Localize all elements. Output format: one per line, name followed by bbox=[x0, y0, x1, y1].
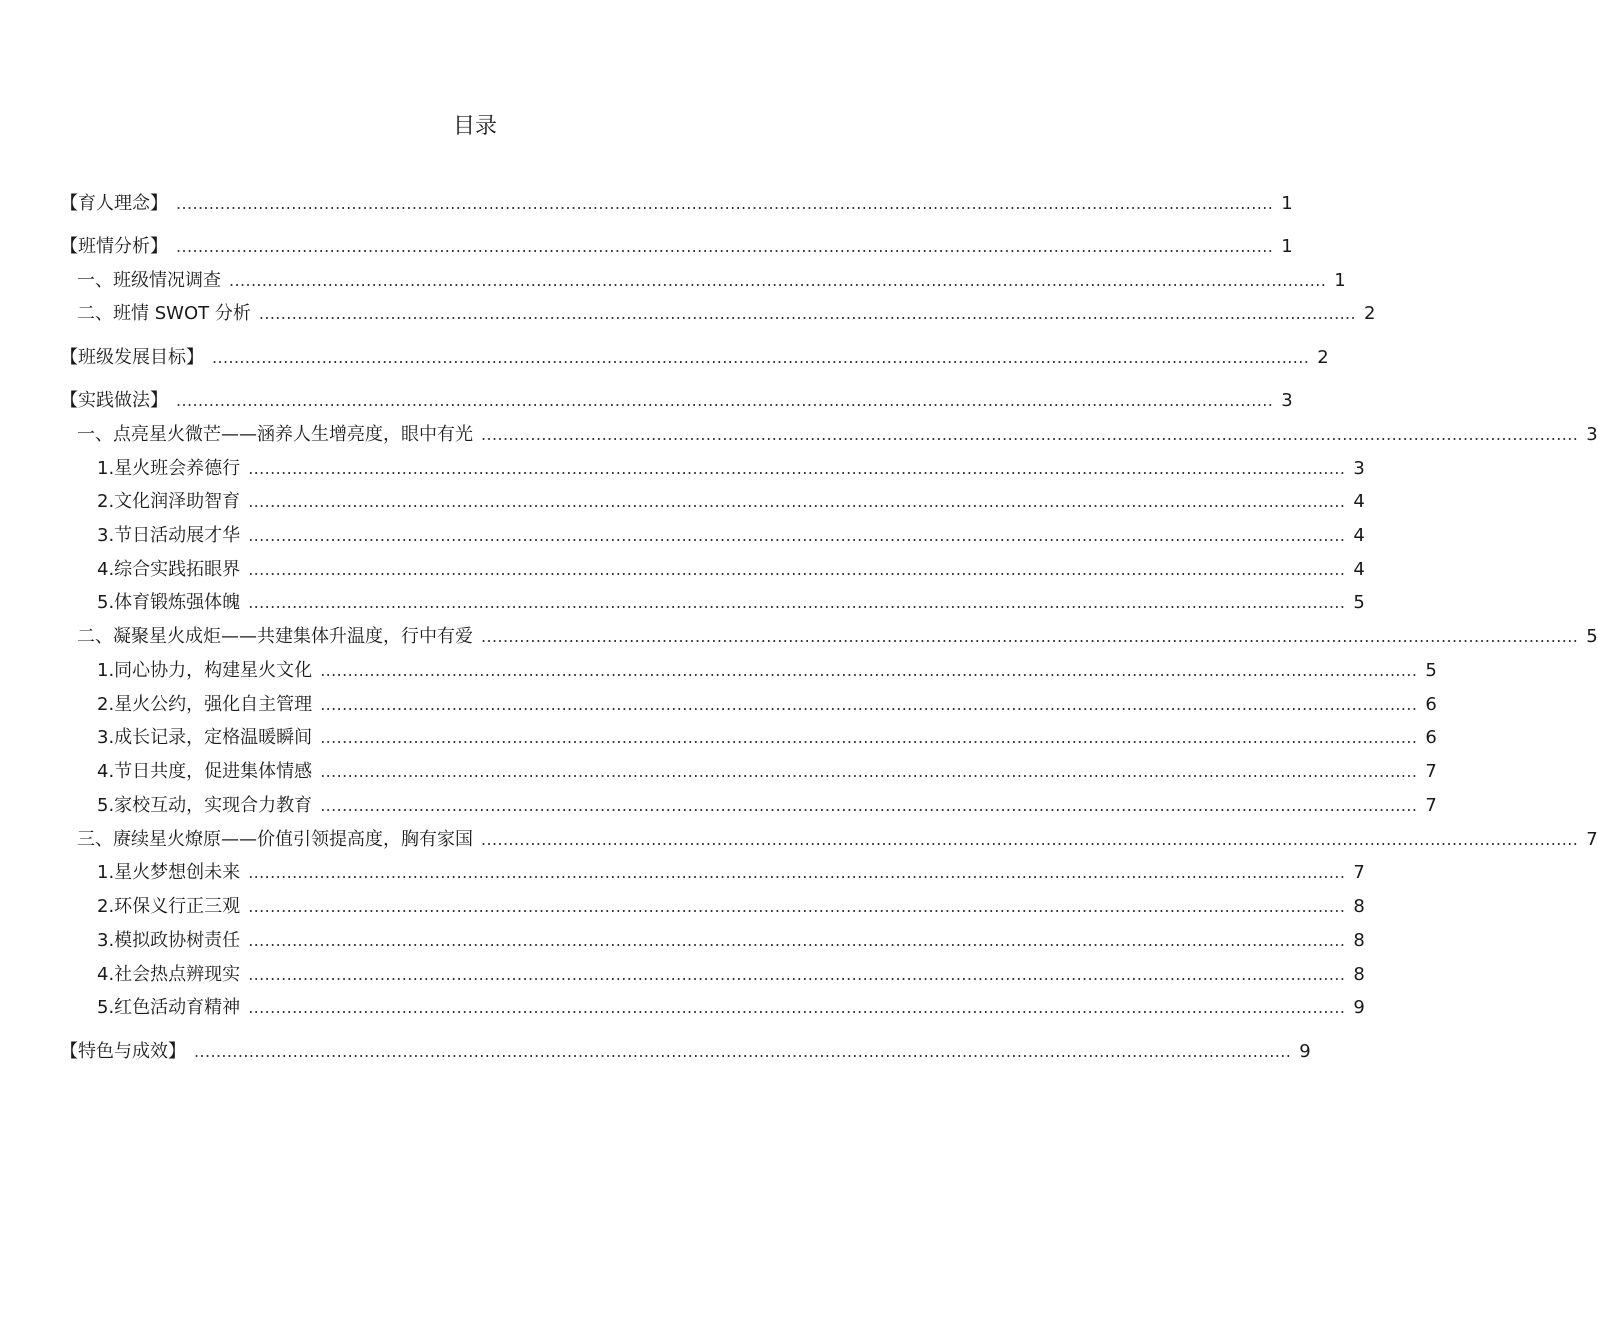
toc-leader-dots: ........................................................................................................................................................................................................ bbox=[248, 593, 1346, 612]
toc-leader-dots: ........................................................................................................................................................................................................ bbox=[176, 237, 1274, 256]
toc-leader-dots: ........................................................................................................................................................................................................ bbox=[320, 796, 1418, 815]
toc-entry-label: 【实践做法】 bbox=[60, 390, 168, 411]
toc-entry[interactable] bbox=[97, 524, 1365, 548]
toc-entry[interactable] bbox=[97, 963, 1365, 987]
toc-entry[interactable] bbox=[97, 996, 1365, 1020]
toc-leader-dots: ........................................................................................................................................................................................................ bbox=[248, 459, 1346, 478]
toc-entry[interactable] bbox=[60, 389, 1293, 413]
toc-entry-page: 7 bbox=[1425, 795, 1437, 816]
toc-leader-dots: ........................................................................................................................................................................................................ bbox=[248, 931, 1346, 950]
toc-leader-dots: ........................................................................................................................................................................................................ bbox=[194, 1042, 1292, 1061]
toc-entry[interactable] bbox=[60, 192, 1293, 216]
toc-entry-label: 3.成长记录，定格温暖瞬间 bbox=[97, 727, 313, 748]
toc-leader-dots: ........................................................................................................................................................................................................ bbox=[481, 830, 1579, 849]
toc-entry-label: 1.同心协力，构建星火文化 bbox=[97, 660, 313, 681]
toc-entry-page: 9 bbox=[1353, 997, 1365, 1018]
toc-entry-label: 1.星火班会养德行 bbox=[97, 458, 241, 479]
toc-entry-label: 一、班级情况调查 bbox=[77, 270, 221, 291]
toc-entry-label: 5.红色活动育精神 bbox=[97, 997, 241, 1018]
toc-title: 目录 bbox=[452, 114, 497, 139]
toc-entry-label: 2.星火公约，强化自主管理 bbox=[97, 694, 313, 715]
toc-entry-page: 2 bbox=[1317, 347, 1329, 368]
toc-entry[interactable] bbox=[60, 1040, 1311, 1064]
toc-entry[interactable] bbox=[77, 269, 1346, 293]
toc-entry[interactable] bbox=[97, 659, 1437, 683]
toc-entry-page: 4 bbox=[1353, 525, 1365, 546]
toc-entry-page: 5 bbox=[1353, 592, 1365, 613]
toc-entry-label: 二、凝聚星火成炬——共建集体升温度，行中有爱 bbox=[77, 626, 473, 647]
toc-entry-label: 5.体育锻炼强体魄 bbox=[97, 592, 241, 613]
toc-leader-dots: ........................................................................................................................................................................................................ bbox=[481, 627, 1579, 646]
toc-entry-label: 【特色与成效】 bbox=[60, 1041, 186, 1062]
toc-entry-label: 5.家校互动，实现合力教育 bbox=[97, 795, 313, 816]
toc-leader-dots: ........................................................................................................................................................................................................ bbox=[212, 348, 1310, 367]
toc-entry-page: 5 bbox=[1586, 626, 1598, 647]
toc-entry-page: 6 bbox=[1425, 727, 1437, 748]
toc-entry[interactable] bbox=[97, 929, 1365, 953]
toc-entry-page: 1 bbox=[1334, 270, 1346, 291]
toc-leader-dots: ........................................................................................................................................................................................................ bbox=[248, 492, 1346, 511]
toc-leader-dots: ........................................................................................................................................................................................................ bbox=[481, 425, 1579, 444]
toc-entry[interactable] bbox=[97, 726, 1437, 750]
toc-entry-label: 4.综合实践拓眼界 bbox=[97, 559, 241, 580]
toc-entry-label: 【育人理念】 bbox=[60, 193, 168, 214]
toc-entry-page: 7 bbox=[1425, 761, 1437, 782]
toc-entry-label: 【班级发展目标】 bbox=[60, 347, 204, 368]
toc-entry-page: 8 bbox=[1353, 964, 1365, 985]
toc-entry[interactable] bbox=[60, 235, 1293, 259]
toc-entry[interactable] bbox=[60, 346, 1329, 370]
toc-entry-page: 2 bbox=[1364, 303, 1376, 324]
toc-entry-label: 4.节日共度，促进集体情感 bbox=[97, 761, 313, 782]
toc-entry-label: 【班情分析】 bbox=[60, 236, 168, 257]
toc-entry-page: 8 bbox=[1353, 930, 1365, 951]
toc-entry-page: 4 bbox=[1353, 491, 1365, 512]
toc-entry[interactable] bbox=[77, 625, 1598, 649]
toc-entry-label: 1.星火梦想创未来 bbox=[97, 862, 241, 883]
toc-entry-page: 3 bbox=[1281, 390, 1293, 411]
toc-entry-page: 4 bbox=[1353, 559, 1365, 580]
toc-leader-dots: ........................................................................................................................................................................................................ bbox=[320, 661, 1418, 680]
toc-entry-page: 3 bbox=[1586, 424, 1598, 445]
toc-entry-page: 7 bbox=[1586, 829, 1598, 850]
toc-entry[interactable] bbox=[97, 457, 1365, 481]
toc-entry[interactable] bbox=[97, 693, 1437, 717]
toc-leader-dots: ........................................................................................................................................................................................................ bbox=[229, 271, 1327, 290]
toc-entry-label: 一、点亮星火微芒——涵养人生增亮度，眼中有光 bbox=[77, 424, 473, 445]
toc-leader-dots: ........................................................................................................................................................................................................ bbox=[320, 695, 1418, 714]
toc-leader-dots: ........................................................................................................................................................................................................ bbox=[176, 391, 1274, 410]
toc-entry-label: 3.模拟政协树责任 bbox=[97, 930, 241, 951]
toc-entry-label: 4.社会热点辨现实 bbox=[97, 964, 241, 985]
toc-entry-label: 2.环保义行正三观 bbox=[97, 896, 241, 917]
toc-leader-dots: ........................................................................................................................................................................................................ bbox=[258, 304, 1357, 323]
toc-entry-label: 二、班情 SWOT 分析 bbox=[77, 303, 251, 324]
toc-entry[interactable] bbox=[97, 794, 1437, 818]
toc-entry-page: 1 bbox=[1281, 193, 1293, 214]
toc-entry[interactable] bbox=[97, 861, 1365, 885]
toc-entry[interactable] bbox=[77, 828, 1598, 852]
toc-entry-page: 6 bbox=[1425, 694, 1437, 715]
toc-leader-dots: ........................................................................................................................................................................................................ bbox=[176, 194, 1274, 213]
toc-entry-label: 三、赓续星火燎原——价值引领提高度，胸有家国 bbox=[77, 829, 473, 850]
toc-entry-page: 3 bbox=[1353, 458, 1365, 479]
toc-entry-page: 5 bbox=[1425, 660, 1437, 681]
toc-leader-dots: ........................................................................................................................................................................................................ bbox=[248, 560, 1346, 579]
toc-entry[interactable] bbox=[97, 760, 1437, 784]
toc-leader-dots: ........................................................................................................................................................................................................ bbox=[248, 526, 1346, 545]
toc-entry-page: 7 bbox=[1353, 862, 1365, 883]
toc-entry-page: 8 bbox=[1353, 896, 1365, 917]
toc-leader-dots: ........................................................................................................................................................................................................ bbox=[248, 965, 1346, 984]
toc-leader-dots: ........................................................................................................................................................................................................ bbox=[248, 998, 1346, 1017]
toc-leader-dots: ........................................................................................................................................................................................................ bbox=[248, 863, 1346, 882]
toc-entry-label: 2.文化润泽助智育 bbox=[97, 491, 241, 512]
toc-entry[interactable] bbox=[97, 591, 1365, 615]
toc-entry-page: 1 bbox=[1281, 236, 1293, 257]
toc-entry[interactable] bbox=[97, 895, 1365, 919]
toc-entry[interactable] bbox=[77, 302, 1376, 326]
toc-leader-dots: ........................................................................................................................................................................................................ bbox=[320, 762, 1418, 781]
toc-entry-page: 9 bbox=[1299, 1041, 1311, 1062]
toc-entry[interactable] bbox=[97, 558, 1365, 582]
toc-leader-dots: ........................................................................................................................................................................................................ bbox=[320, 728, 1418, 747]
toc-entry-label: 3.节日活动展才华 bbox=[97, 525, 241, 546]
toc-leader-dots: ........................................................................................................................................................................................................ bbox=[248, 897, 1346, 916]
toc-entry[interactable] bbox=[77, 423, 1598, 447]
toc-entry[interactable] bbox=[97, 490, 1365, 514]
